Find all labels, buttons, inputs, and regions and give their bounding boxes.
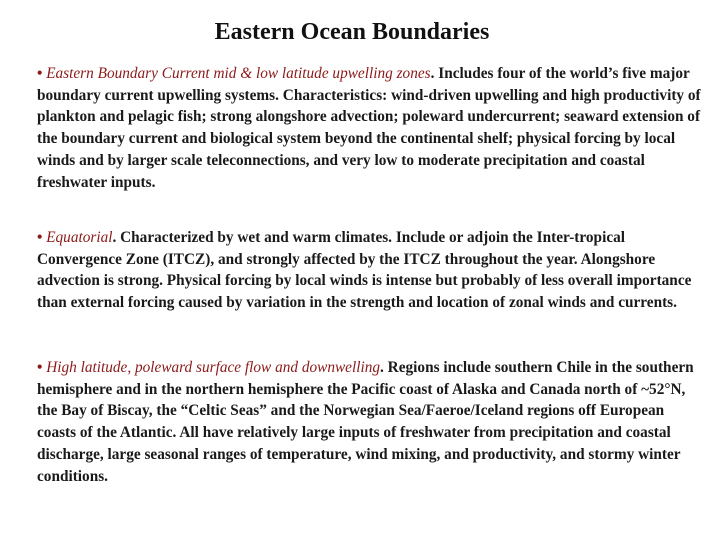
- bullet-marker: •: [37, 359, 43, 376]
- bullet-equatorial: [37, 227, 705, 314]
- bullet-high-latitude: [37, 357, 705, 487]
- bullet-eastern-boundary-current: [37, 63, 705, 193]
- slide-title: Eastern Ocean Boundaries: [214, 19, 490, 45]
- bullet-marker: •: [37, 65, 43, 82]
- bullet-lead: High latitude, poleward surface flow and downwelling: [46, 359, 381, 376]
- bullet-lead: Eastern Boundary Current mid & low latitude upwelling zones: [46, 65, 431, 82]
- bullet-body: . Regions include southern Chile in the southern hemisphere and in the northern hemisphere the Pacific coast of Alaska and Canada north of ~52°N, the Bay of Biscay, the “Celtic Seas” and the Norwegian Sea/Faeroe/Iceland regions off European coasts of the Atlantic. All have relatively large inputs of freshwater from precipitation and coastal discharge, large seasonal ranges of temperature, wind mixing, and productivity, and stormy winter conditions.: [37, 359, 694, 485]
- bullet-body: . Characterized by wet and warm climates. Include or adjoin the Inter-tropical Convergence Zone (ITCZ), and strongly affected by the ITCZ throughout the year. Alongshore advection is strong. Physical forcing by local winds is intense but probably of less overall importance than external forcing caused by variation in the strength and location of zonal winds and currents.: [37, 229, 692, 312]
- bullet-marker: •: [37, 229, 43, 246]
- bullet-body: . Includes four of the world’s five major boundary current upwelling systems. Characteristics: wind-driven upwelling and high productivity of plankton and pelagic fish; strong alongshore advection; poleward undercurrent; seaward extension of the boundary current and biological system beyond the continental shelf; physical forcing by local winds and by larger scale teleconnections, and very low to moderate precipitation and coastal freshwater inputs.: [37, 65, 701, 191]
- bullet-lead: Equatorial: [46, 229, 113, 246]
